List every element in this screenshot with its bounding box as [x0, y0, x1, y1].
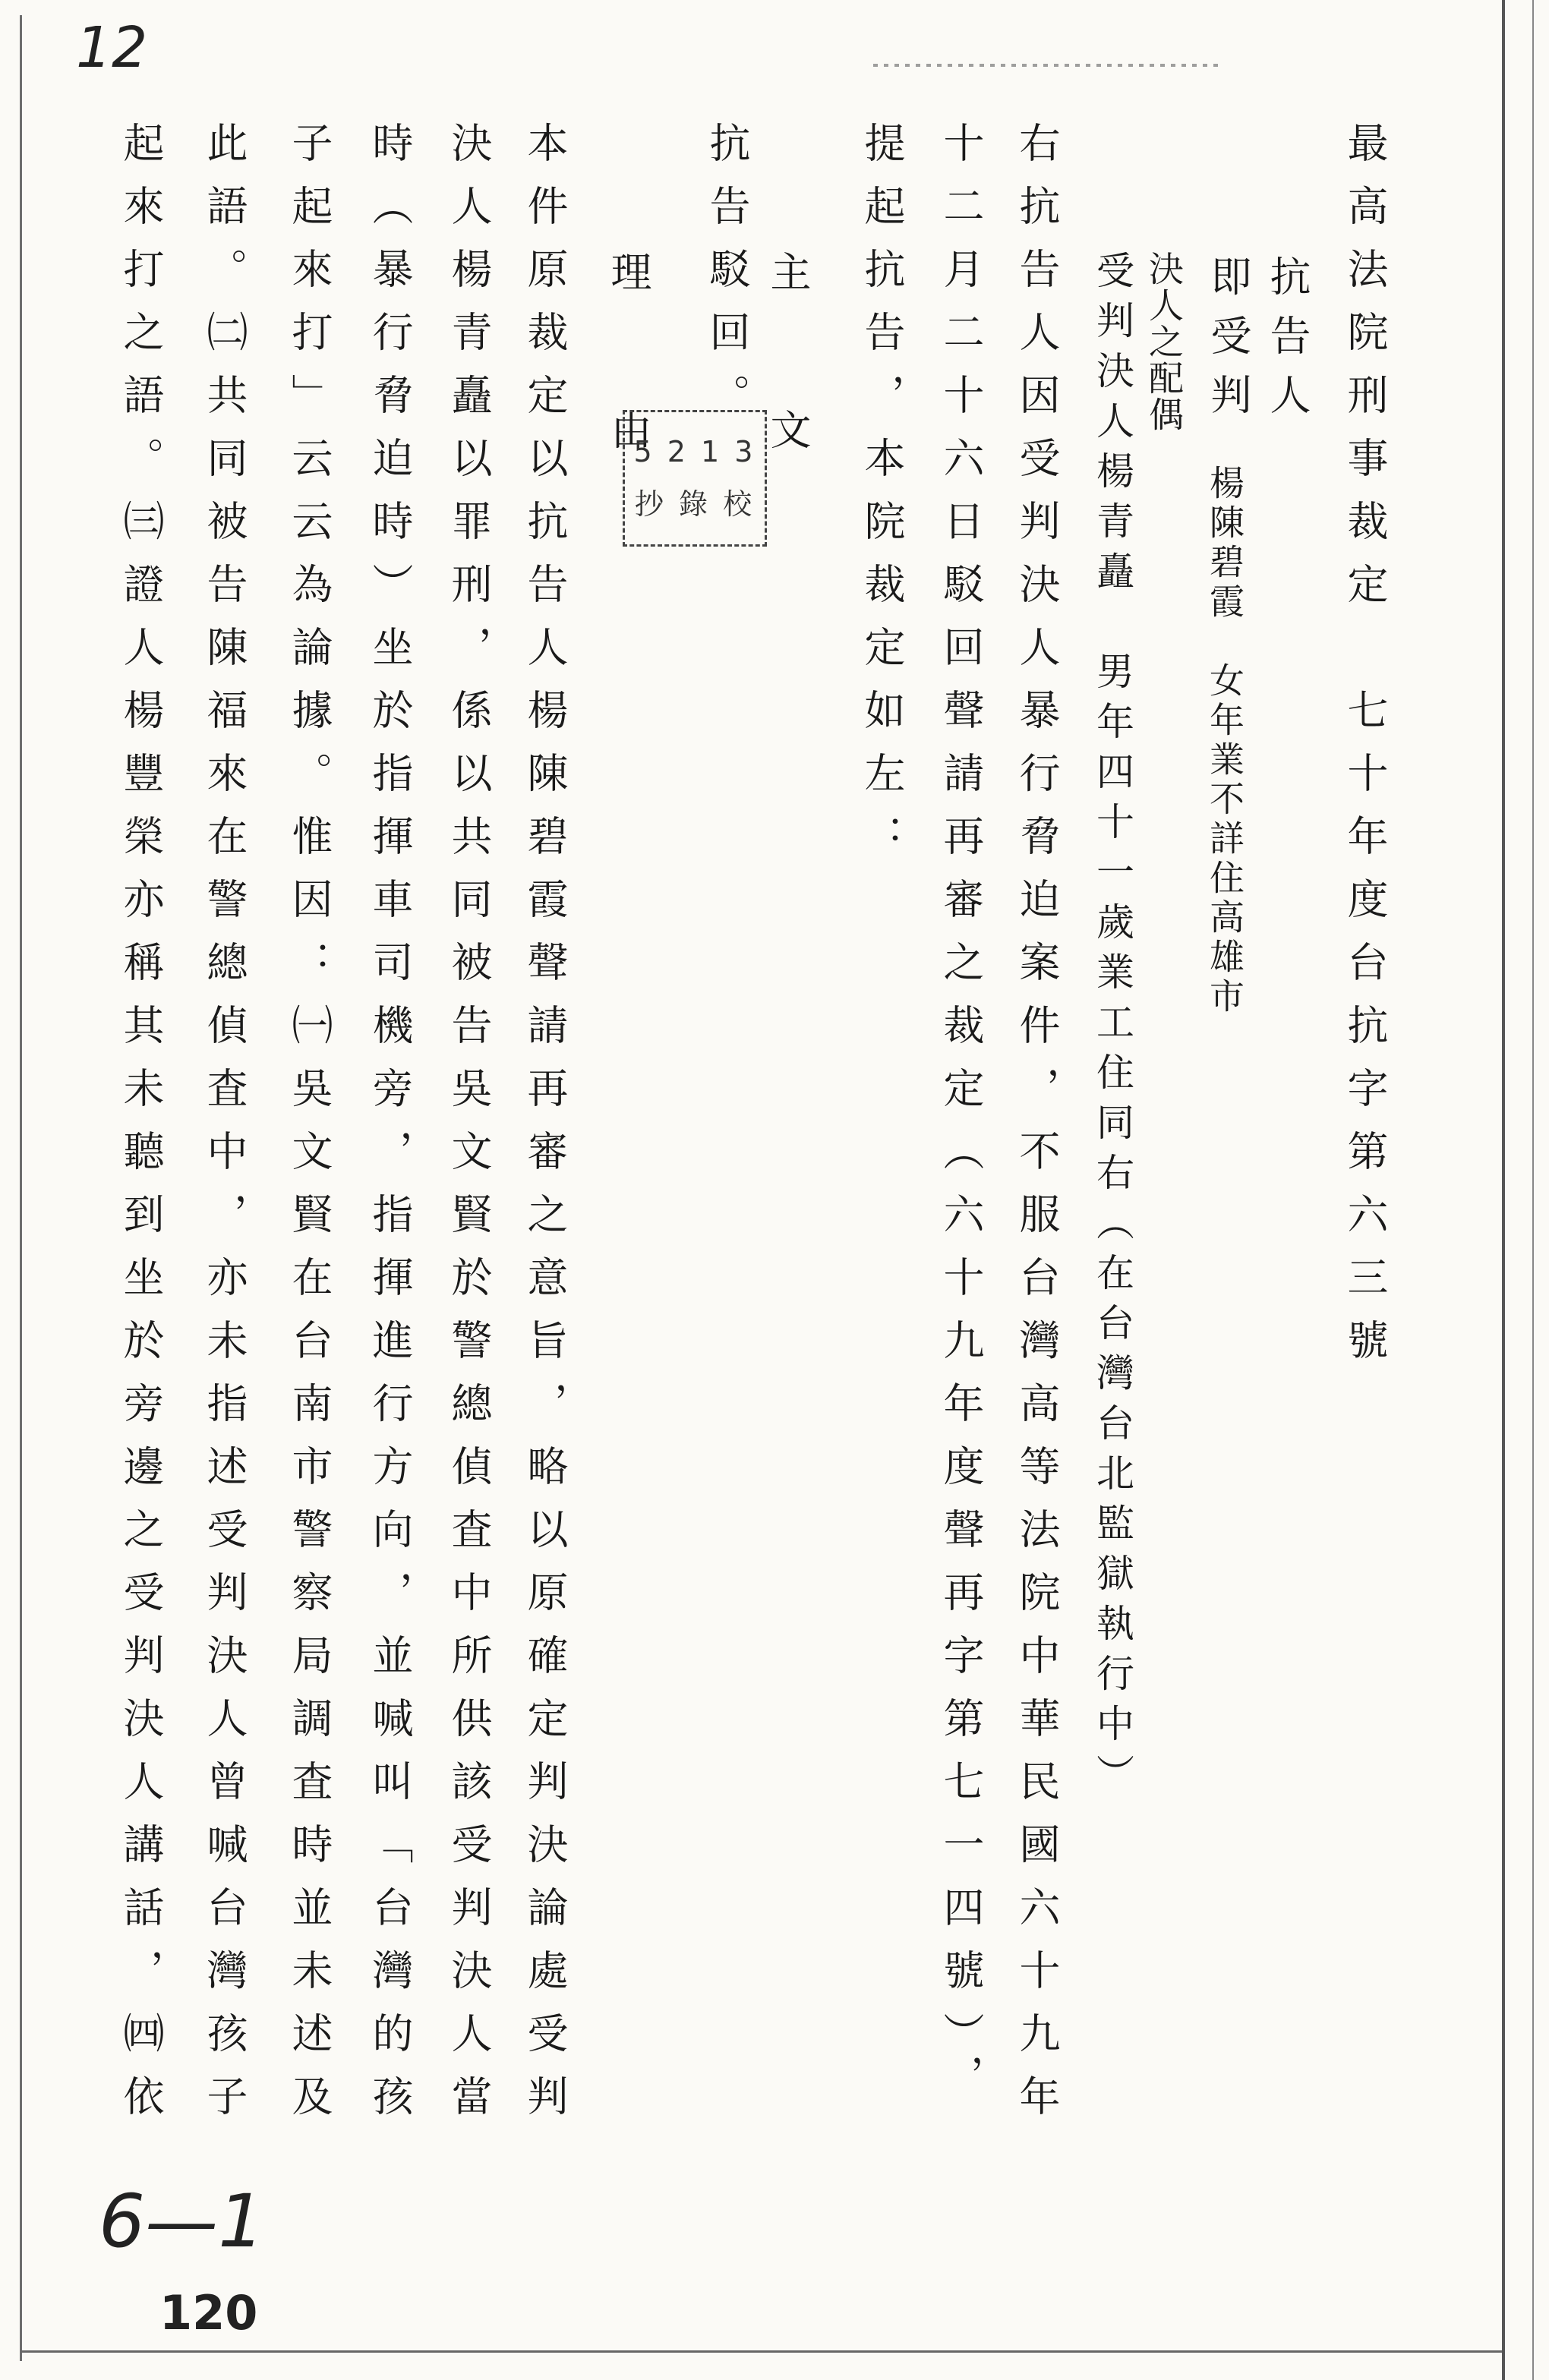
- stamp-number: 5 2 1 3: [633, 434, 756, 468]
- appellant-role-label: 即受判: [1204, 255, 1252, 433]
- stamp-text: 抄 錄 校: [634, 487, 756, 521]
- reason-line-1: 本件原裁定以抗告人楊陳碧霞聲請再審之意旨，略以原確定判決論處受判: [521, 121, 569, 2138]
- ruling-text: 抗告駁回。: [703, 121, 751, 437]
- reason-line-3: 時（暴行脅迫時）坐於指揮車司機旁，指揮進行方向，並喊叫「台灣的孩: [366, 121, 414, 2138]
- body-line-1: 右抗告人因受判決人暴行脅迫案件，不服台灣高等法院中華民國六十九年: [1013, 121, 1061, 2138]
- page-border-bottom: [21, 2350, 1502, 2353]
- reason-line-2: 決人楊青矗以罪刑，係以共同被告吳文賢於警總偵査中所供該受判決人當: [445, 121, 493, 2138]
- appellant-details: 楊陳碧霞 女年業不詳住高雄市: [1204, 465, 1245, 1017]
- top-dotted-line: [873, 64, 1222, 67]
- body-line-3: 提起抗告，本院裁定如左：: [858, 121, 906, 878]
- reason-line-4: 子起來打」云云為論據。惟因：㈠吳文賢在台南市警察局調査時並未述及: [286, 121, 333, 2138]
- page-border-right: [1502, 0, 1505, 2380]
- body-line-2: 十二月二十六日駁回聲請再審之裁定（六十九年度聲再字第七一四號），: [937, 121, 985, 2117]
- page-border-right-outer: [1532, 0, 1534, 2380]
- handwritten-page-mark: 12: [76, 15, 148, 80]
- reason-line-6: 起來打之語。㈢證人楊豐榮亦稱其未聽到坐於旁邊之受判決人講話，㈣依: [117, 121, 165, 2138]
- handwritten-folio: 6—1: [99, 2179, 265, 2264]
- reason-line-5: 此語。㈡共同被告陳福來在警總偵査中，亦未指述受判決人曾喊台灣孩子: [200, 121, 248, 2138]
- appellant-relation: 決人之配偶: [1144, 251, 1185, 433]
- page-border-left: [20, 15, 22, 2361]
- page-number: 120: [159, 2285, 258, 2341]
- defendant-line: 受判決人楊青矗 男年四十一歲業工住同右（在台灣台北監獄執行中）: [1090, 251, 1134, 1804]
- section-heading-reason: 理 由: [604, 251, 652, 487]
- appellant-label: 抗告人: [1263, 255, 1311, 433]
- section-heading-main: 主 文: [764, 251, 812, 487]
- document-title: 最高法院刑事裁定 七十年度台抗字第六三號: [1341, 121, 1389, 1382]
- seal-stamp: [623, 410, 767, 547]
